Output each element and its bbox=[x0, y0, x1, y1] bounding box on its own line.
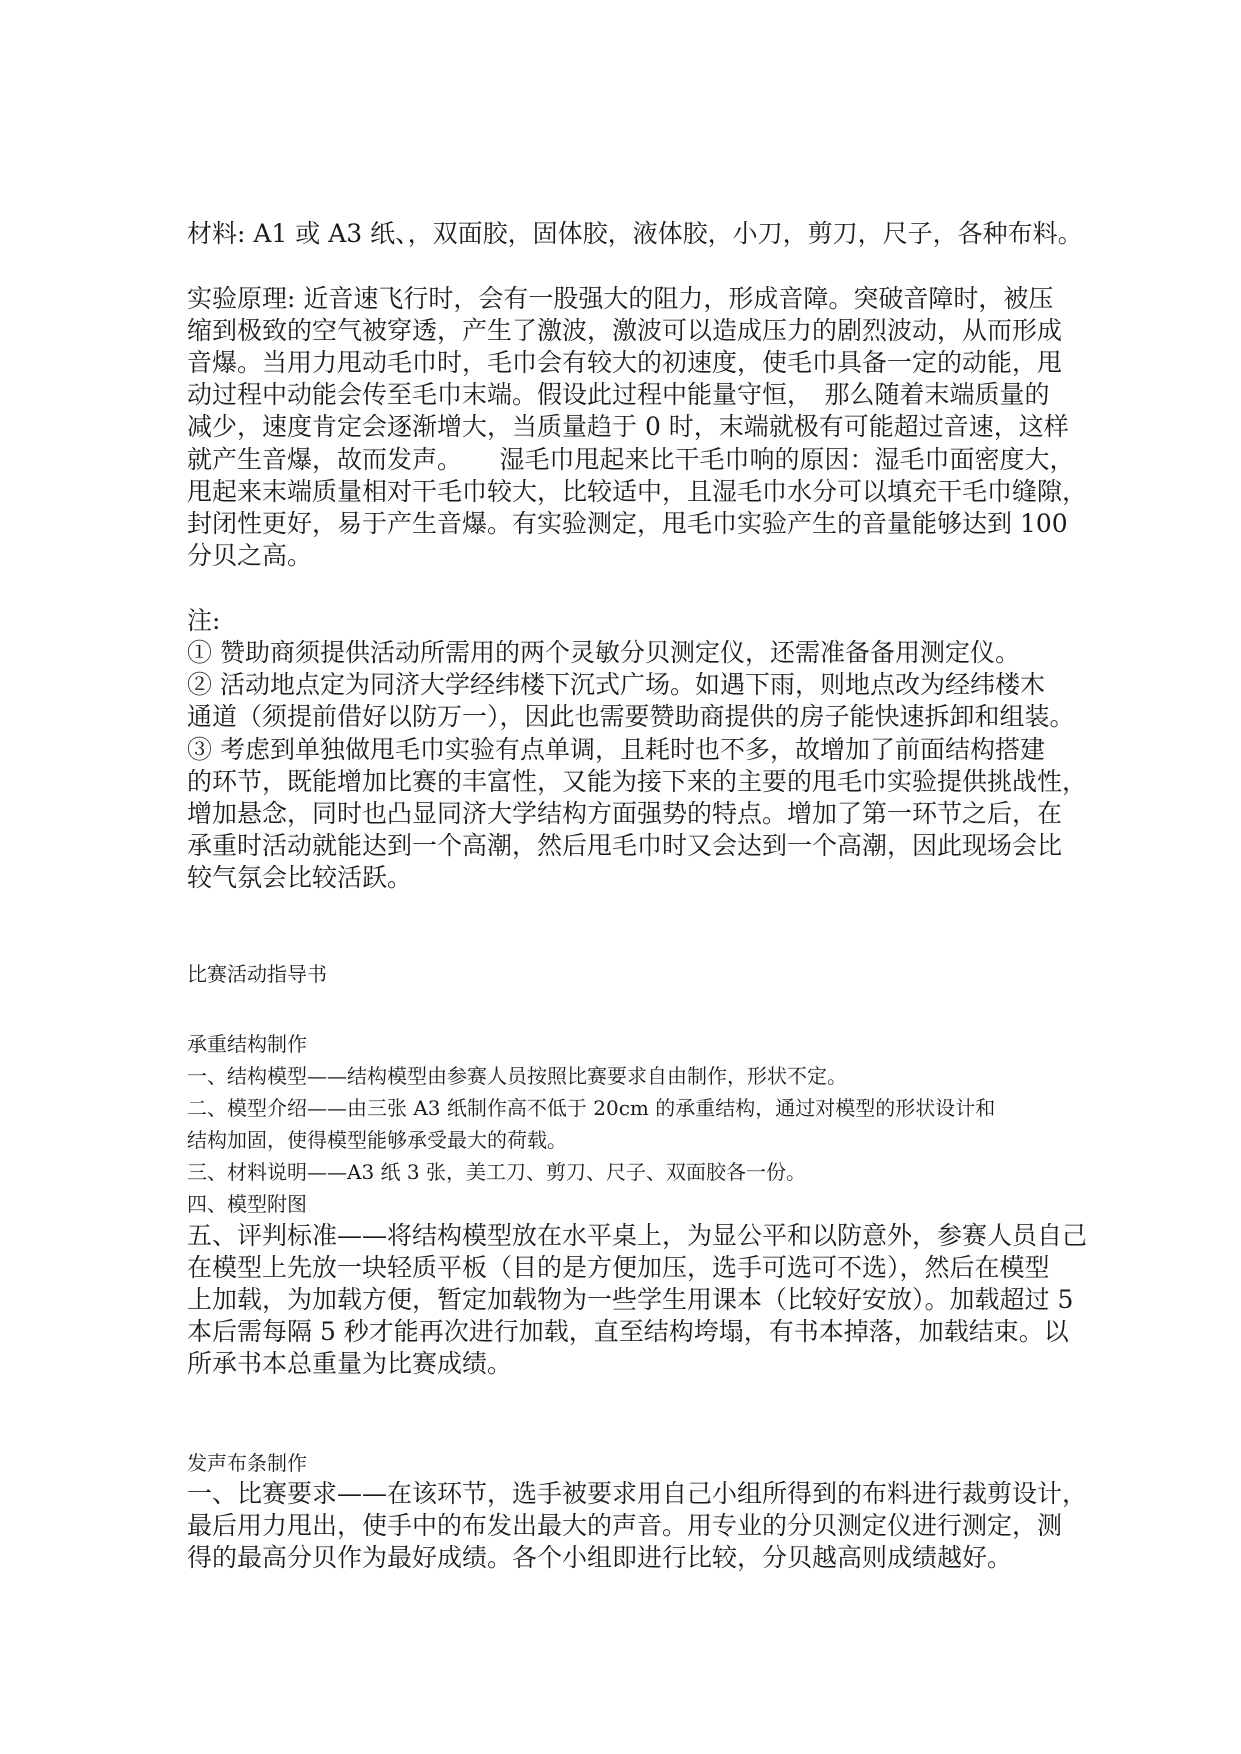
load-section-title: 承重结构制作 bbox=[187, 1032, 307, 1056]
note-line: 承重时活动就能达到一个高潮，然后甩毛巾时又会达到一个高潮，因此现场会比 bbox=[187, 831, 1063, 860]
principle-line: 实验原理: 近音速飞行时，会有一股强大的阻力，形成音障。突破音障时，被压 bbox=[187, 284, 1054, 313]
principle-line: 缩到极致的空气被穿透，产生了激波，激波可以造成压力的剧烈波动，从而形成 bbox=[187, 316, 1063, 345]
note-line: 的环节，既能增加比赛的丰富性，又能为接下来的主要的甩毛巾实验提供挑战性， bbox=[187, 767, 1088, 796]
note-line: ③ 考虑到单独做甩毛巾实验有点单调，且耗时也不多，故增加了前面结构搭建 bbox=[187, 735, 1045, 764]
principle-line: 就产生音爆，故而发声。 湿毛巾甩起来比干毛巾响的原因：湿毛巾面密度大， bbox=[187, 445, 1075, 474]
note-line: 较气氛会比较活跃。 bbox=[187, 863, 413, 892]
note-line: 通道（须提前借好以防万一），因此也需要赞助商提供的房子能快速拆卸和组装。 bbox=[187, 702, 1075, 731]
note-line: 增加悬念，同时也凸显同济大学结构方面强势的特点。增加了第一环节之后，在 bbox=[187, 799, 1063, 828]
load-item-line: 一、结构模型——结构模型由参赛人员按照比赛要求自由制作，形状不定。 bbox=[187, 1064, 847, 1088]
principle-line: 动过程中动能会传至毛巾末端。假设此过程中能量守恒， 那么随着末端质量的 bbox=[187, 380, 1050, 409]
judging-line: 所承书本总重量为比赛成绩。 bbox=[187, 1349, 513, 1378]
judging-line: 本后需每隔 5 秒才能再次进行加载，直至结构垮塌，有书本掉落，加载结束。以 bbox=[187, 1317, 1069, 1346]
load-item-line: 结构加固，使得模型能够承受最大的荷载。 bbox=[187, 1128, 567, 1152]
principle-line: 甩起来末端质量相对干毛巾较大，比较适中，且湿毛巾水分可以填充干毛巾缝隙， bbox=[187, 477, 1088, 506]
sound-line: 得的最高分贝作为最好成绩。各个小组即进行比较，分贝越高则成绩越好。 bbox=[187, 1543, 1013, 1572]
sound-section-title: 发声布条制作 bbox=[187, 1451, 307, 1475]
load-item-line: 二、模型介绍——由三张 A3 纸制作高不低于 20cm 的承重结构，通过对模型的形状设计和 bbox=[187, 1096, 996, 1120]
judging-line: 在模型上先放一块轻质平板（目的是方便加压，选手可选可不选），然后在模型 bbox=[187, 1253, 1050, 1282]
notes-title: 注: bbox=[187, 606, 221, 635]
note-line: ② 活动地点定为同济大学经纬楼下沉式广场。如遇下雨，则地点改为经纬楼木 bbox=[187, 670, 1045, 699]
judging-line: 五、评判标准——将结构模型放在水平桌上，为显公平和以防意外，参赛人员自己 bbox=[187, 1221, 1088, 1250]
load-item-line: 三、材料说明——A3 纸 3 张，美工刀、剪刀、尺子、双面胶各一份。 bbox=[187, 1160, 806, 1184]
principle-line: 分贝之高。 bbox=[187, 541, 313, 570]
judging-line: 上加载，为加载方便，暂定加载物为一些学生用课本（比较好安放）。加载超过 5 bbox=[187, 1285, 1074, 1314]
principle-line: 减少，速度肯定会逐渐增大，当质量趋于 0 时，末端就极有可能超过音速，这样 bbox=[187, 412, 1069, 441]
guide-title: 比赛活动指导书 bbox=[187, 962, 327, 986]
principle-line: 音爆。当用力甩动毛巾时，毛巾会有较大的初速度，使毛巾具备一定的动能，甩 bbox=[187, 348, 1063, 377]
note-line: ① 赞助商须提供活动所需用的两个灵敏分贝测定仪，还需准备备用测定仪。 bbox=[187, 638, 1020, 667]
sound-line: 最后用力甩出，使手中的布发出最大的声音。用专业的分贝测定仪进行测定，测 bbox=[187, 1511, 1063, 1540]
materials-line: 材料: A1 或 A3 纸、，双面胶，固体胶，液体胶，小刀，剪刀，尺子，各种布料。 bbox=[187, 219, 1083, 248]
principle-line: 封闭性更好，易于产生音爆。有实验测定，甩毛巾实验产生的音量能够达到 100 bbox=[187, 509, 1068, 538]
sound-line: 一、比赛要求——在该环节，选手被要求用自己小组所得到的布料进行裁剪设计， bbox=[187, 1479, 1088, 1508]
load-item-line: 四、模型附图 bbox=[187, 1192, 307, 1216]
